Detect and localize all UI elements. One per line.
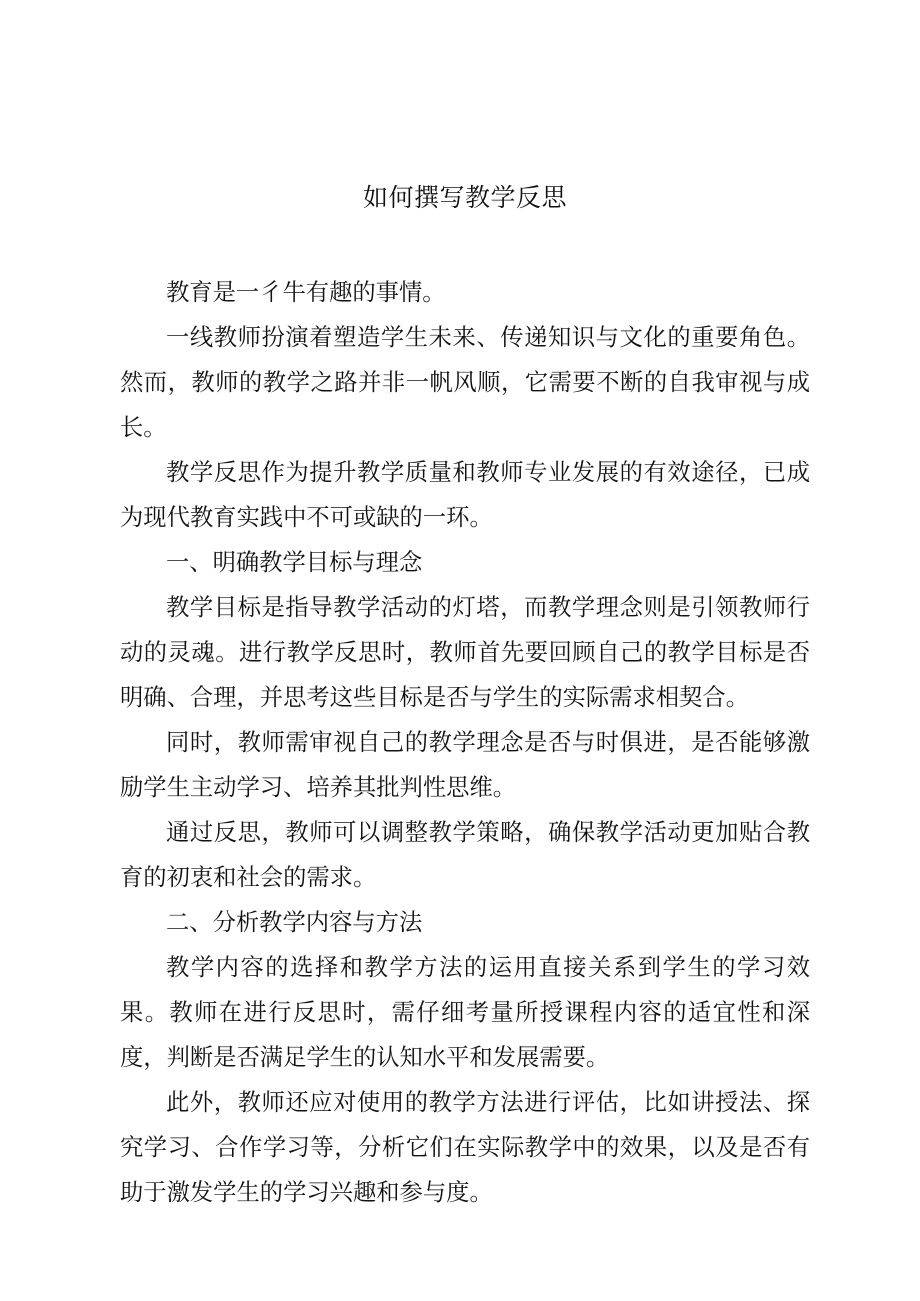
paragraph-reflection-importance: 教学反思作为提升教学质量和教师专业发展的有效途径，已成为现代教育实践中不可或缺的一环。 [120, 459, 810, 531]
paragraph-methods: 此外，教师还应对使用的教学方法进行评估，比如讲授法、探究学习、合作学习等，分析它们在实际教学中的效果，以及是否有助于激发学生的学习兴趣和参与度。 [120, 1089, 810, 1206]
paragraph-content: 教学内容的选择和教学方法的运用直接关系到学生的学习效果。教师在进行反思时，需仔细考量所授课程内容的适宜性和深度，判断是否满足学生的认知水平和发展需要。 [120, 954, 810, 1071]
paragraph-goals: 教学目标是指导教学活动的灯塔，而教学理念则是引领教师行动的灵魂。进行教学反思时，教师首先要回顾自己的教学目标是否明确、合理，并思考这些目标是否与学生的实际需求相契合。 [120, 594, 810, 711]
document-title: 如何撰写教学反思 [362, 183, 567, 212]
paragraph-intro: 教育是一彳牛有趣的事情。 [166, 279, 446, 306]
document-body [120, 270, 810, 1215]
section-heading-goals: 一、明确教学目标与理念 [166, 549, 423, 576]
paragraph-adjust-strategy: 通过反思，教师可以调整教学策略，确保教学活动更加贴合教育的初衷和社会的需求。 [120, 819, 810, 891]
paragraph-philosophy: 同时，教师需审视自己的教学理念是否与时俱进，是否能够激励学生主动学习、培养其批判性思维。 [120, 729, 810, 801]
paragraph-teacher-role: 一线教师扮演着塑造学生未来、传递知识与文化的重要角色。然而，教师的教学之路并非一帆风顺，它需要不断的自我审视与成长。 [120, 324, 810, 441]
section-heading-content-methods: 二、分析教学内容与方法 [166, 909, 423, 936]
